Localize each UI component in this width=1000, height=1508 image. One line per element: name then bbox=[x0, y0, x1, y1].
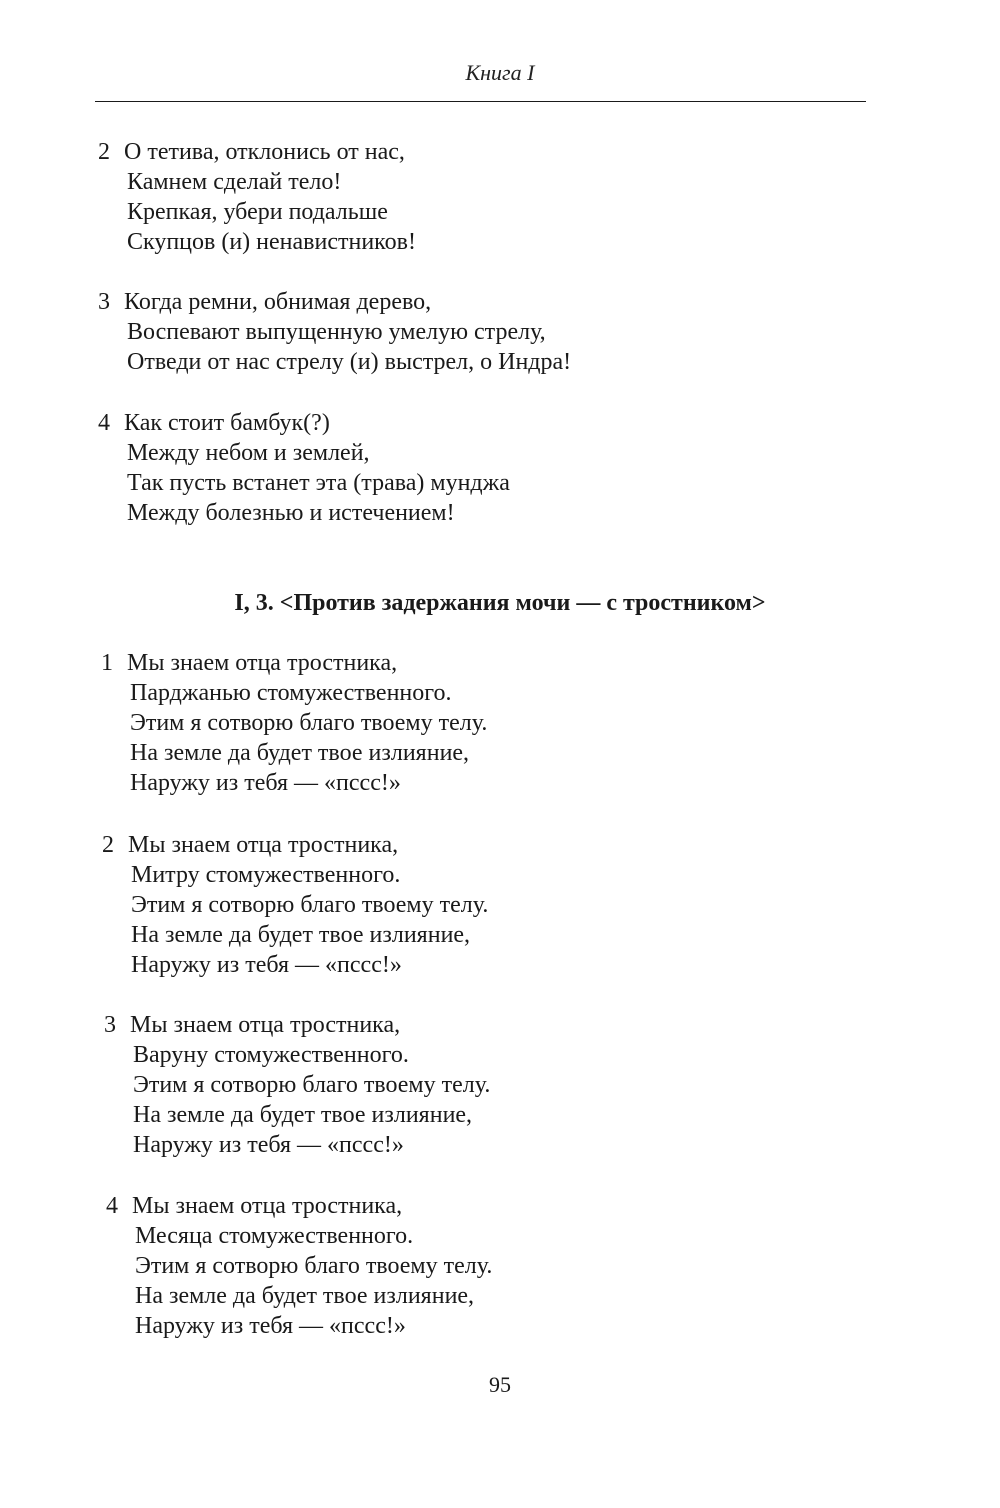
stanza-2 bbox=[102, 830, 489, 980]
verse-line: Воспевают выпущенную умелую стрелу, bbox=[127, 319, 546, 345]
verse-line: Между болезнью и истечением! bbox=[127, 500, 455, 526]
stanza-3-prev-hymn bbox=[98, 287, 572, 377]
stanza-1 bbox=[101, 648, 488, 798]
verse-line: Наружу из тебя — «пссс!» bbox=[135, 1313, 406, 1339]
verse-line: Мы знаем отца тростника, bbox=[130, 1012, 401, 1038]
running-head: Книга I bbox=[465, 60, 535, 85]
stanza-number: 2 bbox=[102, 832, 114, 858]
verse-line: На земле да будет твое излияние, bbox=[133, 1102, 473, 1128]
verse-line: Варуну стомужественного. bbox=[133, 1042, 409, 1068]
verse-line: Наружу из тебя — «пссс!» bbox=[133, 1132, 404, 1158]
verse-line: Когда ремни, обнимая дерево, bbox=[124, 289, 432, 315]
verse-line: Между небом и землей, bbox=[127, 440, 370, 466]
stanza-2-prev-hymn bbox=[98, 137, 416, 257]
verse-line: Мы знаем отца тростника, bbox=[128, 832, 399, 858]
verse-line: Отведи от нас стрелу (и) выстрел, о Индра! bbox=[127, 349, 572, 375]
stanza-number: 4 bbox=[106, 1193, 118, 1219]
verse-line: Этим я сотворю благо твоему телу. bbox=[130, 710, 488, 736]
verse-line: Этим я сотворю благо твоему телу. bbox=[133, 1072, 491, 1098]
page-number: 95 bbox=[489, 1372, 511, 1397]
verse-line: Парджанью стомужественного. bbox=[130, 680, 452, 706]
verse-line: На земле да будет твое излияние, bbox=[131, 922, 471, 948]
verse-line: Наружу из тебя — «пссс!» bbox=[130, 770, 401, 796]
header-rule bbox=[95, 101, 866, 102]
stanza-number: 3 bbox=[98, 289, 110, 315]
verse-line: Этим я сотворю благо твоему телу. bbox=[135, 1253, 493, 1279]
verse-line: Мы знаем отца тростника, bbox=[127, 650, 398, 676]
stanza-4 bbox=[106, 1191, 493, 1341]
verse-line: На земле да будет твое излияние, bbox=[135, 1283, 475, 1309]
stanza-4-prev-hymn bbox=[98, 408, 510, 528]
verse-line: Митру стомужественного. bbox=[131, 862, 401, 888]
verse-line: Скупцов (и) ненавистников! bbox=[127, 229, 416, 255]
stanza-number: 3 bbox=[104, 1012, 116, 1038]
stanza-number: 1 bbox=[101, 650, 113, 676]
verse-line: Месяца стомужественного. bbox=[135, 1223, 414, 1249]
verse-line: Этим я сотворю благо твоему телу. bbox=[131, 892, 489, 918]
stanza-number: 4 bbox=[98, 410, 110, 436]
verse-line: Мы знаем отца тростника, bbox=[132, 1193, 403, 1219]
verse-line: Как стоит бамбук(?) bbox=[124, 410, 330, 436]
stanza-3 bbox=[104, 1010, 491, 1160]
verse-line: На земле да будет твое излияние, bbox=[130, 740, 470, 766]
stanza-number: 2 bbox=[98, 139, 110, 165]
verse-line: Камнем сделай тело! bbox=[127, 169, 342, 195]
verse-line: Крепкая, убери подальше bbox=[127, 199, 388, 225]
verse-line: Так пусть встанет эта (трава) мунджа bbox=[127, 470, 510, 496]
verse-line: Наружу из тебя — «пссс!» bbox=[131, 952, 402, 978]
hymn-heading: I, 3. <Против задержания мочи — с тростником> bbox=[234, 590, 766, 616]
verse-line: О тетива, отклонись от нас, bbox=[124, 139, 405, 165]
